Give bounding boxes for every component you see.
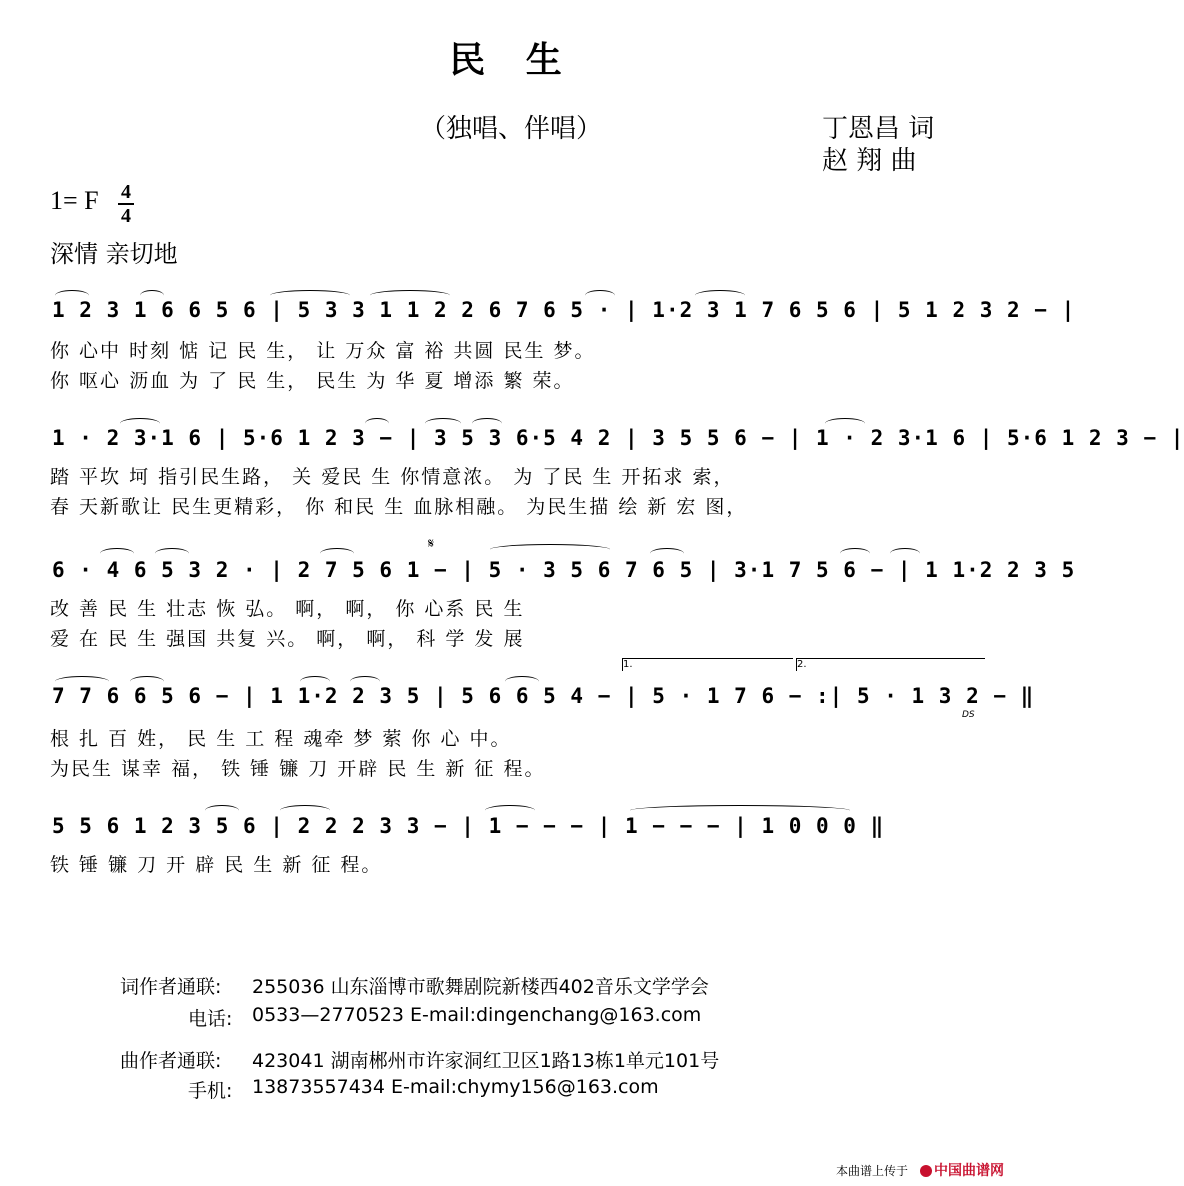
score-line-2-lyric-2: 春 天新歌让 民生更精彩， 你 和民 生 血脉相融。 为民生描 绘 新 宏 图， (50, 496, 748, 518)
score-line-4-lyric-2: 为民生 谋幸 福， 铁 锤 镰 刀 开辟 民 生 新 征 程。 (50, 758, 546, 780)
volta-2 (796, 658, 985, 671)
key-signature: 1= F (50, 186, 99, 215)
logo-icon (920, 1165, 932, 1177)
slur (490, 544, 610, 555)
score-line-2-notes: 1 · 2 3·1 6 | 5·6 1 2 3 − | 3 5 3 6·5 4 2 | 3 5 5 6 − | 1 · 2 3·1 6 | 5·6 1 2 3 − | (52, 426, 1184, 450)
composer-phone-label: 手机: (188, 1080, 233, 1102)
volta-2-label: 2. (797, 659, 807, 670)
composer-contact-address: 423041 湖南郴州市许家洞红卫区1路13栋1单元101号 (252, 1050, 720, 1072)
score-line-5-notes: 5 5 6 1 2 3 5 6 | 2 2 2 3 3 − | 1 − − − | 1 − − − | 1 0 0 0 ‖ (52, 814, 885, 838)
page-title: 民 生 (449, 39, 576, 81)
lyricist-contact-address: 255036 山东淄博市歌舞剧院新楼西402音乐文学学会 (252, 976, 709, 998)
volta-1-label: 1. (623, 659, 633, 670)
lyricist-phone-label: 电话: (188, 1008, 233, 1030)
logo-text: 中国曲谱网 (934, 1163, 1004, 1179)
lyricist-credit: 丁恩昌 词 (822, 114, 935, 144)
volta-1 (622, 658, 793, 671)
composer-contact-label: 曲作者通联: (120, 1050, 222, 1072)
site-logo (920, 1160, 1004, 1180)
score-line-1-lyric-2: 你 呕心 沥血 为 了 民 生， 民生 为 华 夏 增添 繁 荣。 (50, 370, 575, 392)
score-line-4-lyric-1: 根 扎 百 姓， 民 生 工 程 魂牵 梦 萦 你 心 中。 (50, 728, 512, 750)
lyricist-phone: 0533—2770523 E-mail:dingenchang@163.com (252, 1004, 702, 1026)
score-line-1-lyric-1: 你 心中 时刻 惦 记 民 生， 让 万众 富 裕 共圆 民生 梦。 (50, 340, 596, 362)
score-line-3-notes: 6 · 4 6 5 3 2 · | 2 7 5 6 1 − | 5 · 3 5 6 7 6 5 | 3·1 7 5 6 − | 1 1·2 2 3 5 (52, 558, 1076, 582)
score-line-3-lyric-1: 改 善 民 生 壮志 恢 弘。 啊， 啊， 你 心系 民 生 (50, 598, 525, 620)
lyricist-contact-label: 词作者通联: (120, 976, 222, 998)
score-line-1-notes: 1 2 3 1 6 6 5 6 | 5 3 3 1 1 2 2 6 7 6 5 · | 1·2 3 1 7 6 5 6 | 5 1 2 3 2 − | (52, 298, 1076, 322)
score-line-2-lyric-1: 踏 平坎 坷 指引民生路， 关 爱民 生 你情意浓。 为 了民 生 开拓求 索， (50, 466, 735, 488)
score-line-4-notes: 7 7 6 6 5 6 − | 1 1·2 2 3 5 | 5 6 6 5 4 − | 5 · 1 7 6 − :| 5 · 1 3 2 − ‖ (52, 684, 1035, 708)
dal-segno-marking: DS (962, 710, 975, 720)
subtitle: （独唱、伴唱） (420, 114, 603, 144)
time-sig-bottom: 4 (121, 205, 131, 227)
score-line-5-lyric-1: 铁 锤 镰 刀 开 辟 民 生 新 征 程。 (50, 854, 383, 876)
upload-note: 本曲谱上传于 (836, 1164, 909, 1178)
time-sig-top: 4 (121, 181, 131, 203)
tempo-marking: 深情 亲切地 (50, 240, 178, 268)
time-signature (118, 182, 134, 226)
segno-icon: 𝄋 (428, 536, 435, 552)
composer-phone: 13873557434 E-mail:chymy156@163.com (252, 1076, 659, 1098)
composer-credit: 赵 翔 曲 (822, 146, 917, 176)
score-line-3-lyric-2: 爱 在 民 生 强国 共复 兴。 啊， 啊， 科 学 发 展 (50, 628, 525, 650)
